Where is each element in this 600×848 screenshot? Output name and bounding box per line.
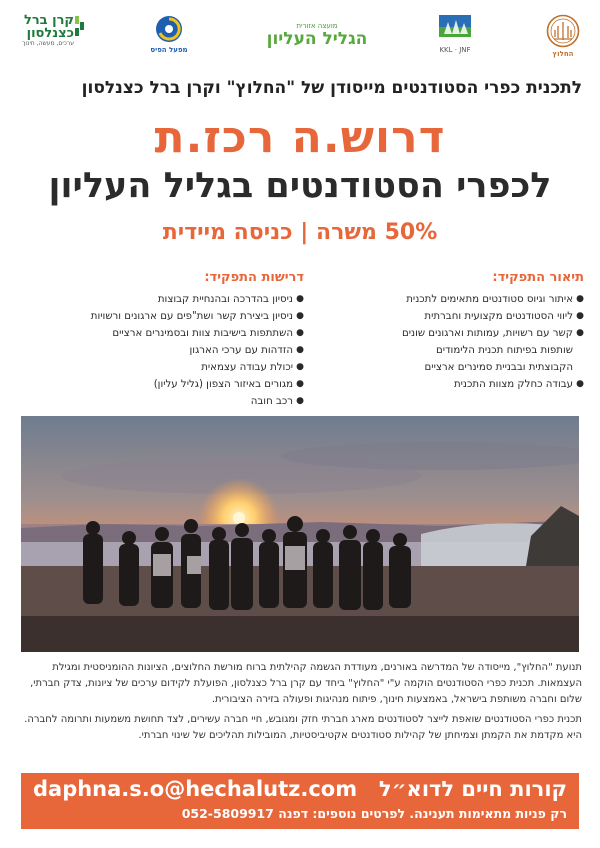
- banner-top-line: [21, 777, 579, 801]
- requirements-list: [20, 291, 304, 410]
- list-item: [20, 393, 304, 410]
- list-item-text: ניסיון בהדרכה ובהנחיית קבוצות: [157, 294, 293, 305]
- sunset-group-image: [21, 416, 579, 652]
- list-item: [20, 308, 304, 325]
- list-item-text: יכולת עבודה עצמאית: [201, 362, 293, 373]
- contact-banner: [21, 773, 579, 829]
- requirements-title: דרישות התפקיד:: [204, 270, 304, 285]
- kkl-emblem-icon: [438, 14, 472, 44]
- list-item-text: רכב חובה: [250, 396, 293, 407]
- bullet-icon: ●: [576, 311, 584, 321]
- katzenelson-name: קרן ברל כצנלסון: [23, 13, 74, 41]
- galil-small-text: מועצה אזורית: [296, 22, 338, 30]
- requirements-section: [20, 270, 304, 410]
- list-item: [304, 308, 584, 325]
- mifal-hapais-logo: [146, 14, 192, 54]
- list-item-text: ניסיון ביצירת קשר ושת"פים עם ארגונים ורשויות: [90, 311, 293, 322]
- mifal-hapais-emblem-icon: [154, 14, 184, 44]
- kkl-logo: [432, 14, 478, 54]
- list-item-text: עבודה כחלק מצוות התכנית: [453, 379, 573, 390]
- list-item-continuation: [304, 342, 584, 359]
- job-headline: דרוש.ה רכז.ת: [154, 112, 446, 163]
- list-item: [20, 342, 304, 359]
- katzenelson-sub: ערכים, מעשה, חינוך: [22, 40, 74, 47]
- hechalutz-caption: החלוץ: [552, 50, 574, 58]
- list-item: [20, 376, 304, 393]
- bullet-icon: ●: [296, 328, 304, 338]
- list-item-continuation: [304, 359, 584, 376]
- list-item: [20, 359, 304, 376]
- bullet-icon: ●: [576, 328, 584, 338]
- katzenelson-logo: [18, 14, 86, 47]
- job-scope: 50% משרה | כניסה מיידית: [162, 220, 438, 245]
- list-item-text: ליווי הסטודנטים מקצועית וחברתית: [424, 311, 573, 322]
- bullet-icon: ●: [296, 345, 304, 355]
- list-item: [20, 291, 304, 308]
- bullet-icon: ●: [576, 379, 584, 389]
- list-item-text: השתתפות בישיבות צוות ובסמינרים ארציים: [112, 328, 293, 339]
- list-item-text: מגורים באיזור הצפון (גליל עליון): [153, 379, 293, 390]
- list-item-text: קשר עם רשויות, עמותות וארגונים שונים: [401, 328, 573, 339]
- bullet-icon: ●: [296, 294, 304, 304]
- list-item: [20, 325, 304, 342]
- organization-paragraph: תנועת "החלוץ", מייסודה של המדרשה באורנים, מעודדת הגשמה קהילתית ברוח מורשת החלוצים, הציונות ההומניסטית ומגילת העצמאות. תכנית כפרי הסטודנטים הוקמה ע"י "החלוץ" ביחד עם קרן ברל כצנלסון, הפועלת לקידום ערכים של ציונות, צדק חברתי, שלום וחברה משותפת בישראל, באמצעות חינוך, פיתוח מנהיגות ופעולה בזירה הציבורית.: [30, 662, 582, 705]
- galil-name: הגליל העליון: [266, 29, 368, 49]
- cv-instruction: קורות חיים לדוא״ל: [378, 777, 567, 801]
- list-item: [304, 291, 584, 308]
- list-item-text: הזדהות עם ערכי הארגון: [189, 345, 293, 356]
- job-description-section: [304, 270, 584, 393]
- galil-elyon-logo: [262, 22, 372, 48]
- list-item-text: שותפות בפיתוח תכנית הלימודים: [435, 345, 573, 356]
- kkl-caption: KKL · JNF: [439, 46, 471, 54]
- hechalutz-logo: [540, 14, 586, 58]
- bullet-icon: ●: [296, 362, 304, 372]
- bullet-icon: ●: [296, 396, 304, 406]
- katzenelson-bars-icon: [74, 14, 86, 44]
- job-description-list: [304, 291, 584, 393]
- mifal-caption: מפעל הפיס: [150, 46, 188, 54]
- bullet-icon: ●: [296, 379, 304, 389]
- group-sunset-photo: [21, 416, 579, 652]
- contact-email-link[interactable]: daphna.s.o@hechalutz.com: [33, 777, 358, 801]
- list-item-text: איתור וגיוס סטודנטים מתאימים לתכנית: [406, 294, 573, 305]
- bullet-icon: ●: [296, 311, 304, 321]
- bullet-icon: ●: [576, 294, 584, 304]
- list-item: [304, 325, 584, 342]
- list-item-text: הקבוצתית ובבניית סמינרים ארציים: [424, 362, 573, 373]
- job-location-headline: לכפרי הסטודנטים בגליל העליון: [48, 166, 552, 206]
- logo-row: [0, 14, 600, 74]
- contact-note: רק פניות מתאימות תענינה. לפרטים נוספים: דפנה 052-5809917: [181, 806, 567, 821]
- program-subtitle: לתכנית כפרי הסטודנטים מייסודן של "החלוץ" וקרן ברל כצנלסון: [81, 78, 582, 98]
- job-description-title: תיאור התפקיד:: [492, 270, 584, 285]
- program-paragraph: תכנית כפרי הסטודנטים שואפת לייצר לסטודנטים מארג חברתי חזק ומגובש, חיי חברה עשירים, לצד תחושת משמעות ותרומה לחברה. היא מקדמת את הקמתן וצמיחתן של קהילות סטודנטים אקטיביסטיות, המובילות תהליכים של שינוי חברתי.: [24, 714, 582, 741]
- list-item: [304, 376, 584, 393]
- hechalutz-emblem-icon: [546, 14, 580, 48]
